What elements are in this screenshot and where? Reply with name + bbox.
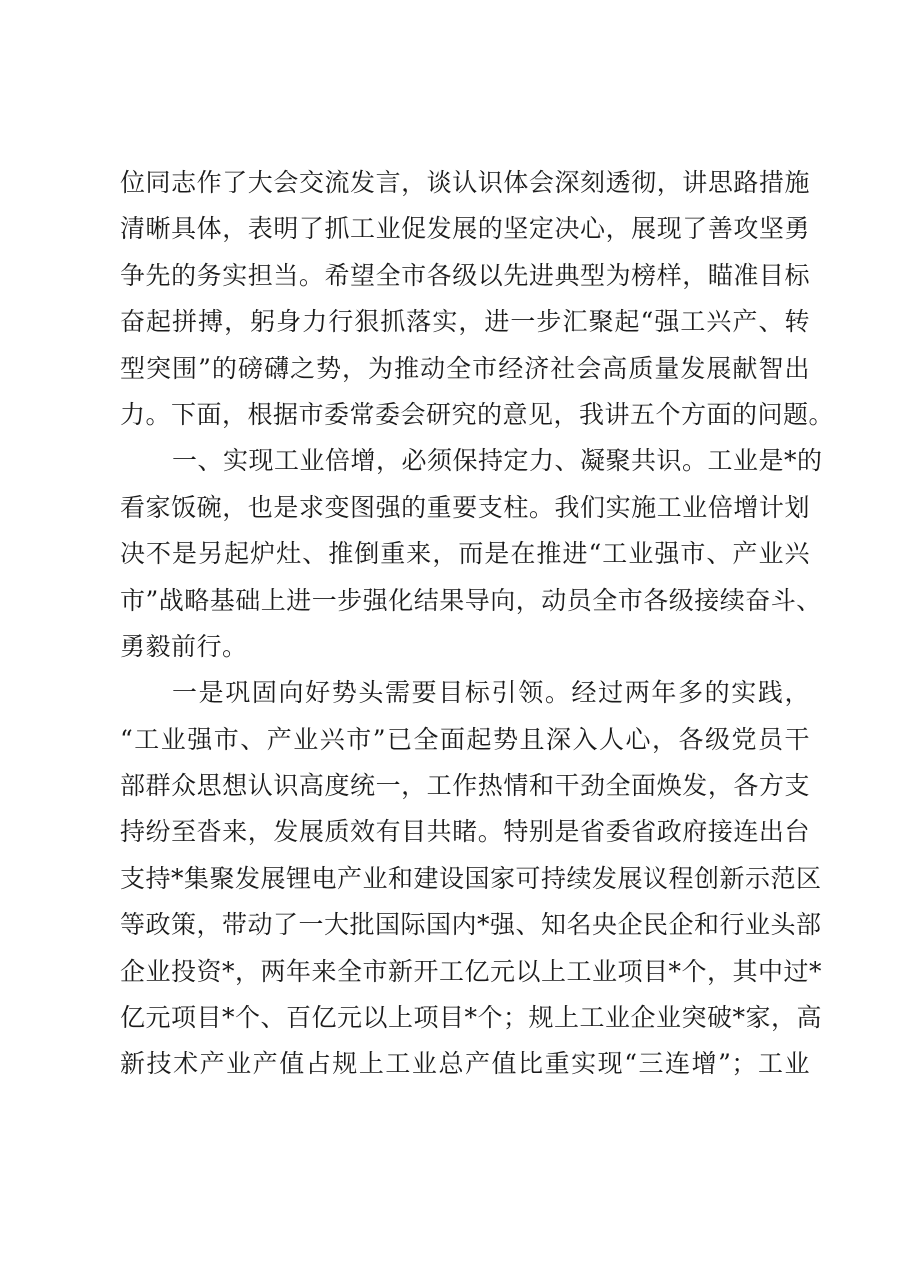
text-line: 力。下面，根据市委常委会研究的意见，我讲五个方面的问题。 <box>120 399 835 429</box>
text-line: 争先的务实担当。希望全市各级以先进典型为榜样，瞄准目标 <box>120 260 810 290</box>
text-line: 市”战略基础上进一步强化结果导向，动员全市各级接续奋斗、 <box>120 585 822 615</box>
text-line: 决不是另起炉灶、推倒重来，而是在推进“工业强市、产业兴 <box>120 539 810 569</box>
text-line: 企业投资*，两年来全市新开工亿元以上工业项目*个，其中过* <box>120 956 823 986</box>
text-line: “工业强市、产业兴市”已全面起势且深入人心，各级党员干 <box>120 724 810 754</box>
text-line: 持纷至沓来，发展质效有目共睹。特别是省委省政府接连出台 <box>120 817 810 847</box>
text-line: 一是巩固向好势头需要目标引领。经过两年多的实践， <box>172 678 810 708</box>
text-line: 一、实现工业倍增，必须保持定力、凝聚共识。工业是*的 <box>172 446 823 476</box>
body-text <box>120 160 835 1088</box>
text-line: 清晰具体，表明了抓工业促发展的坚定决心，展现了善攻坚勇 <box>120 214 810 244</box>
text-line: 勇毅前行。 <box>120 631 248 661</box>
text-line: 等政策，带动了一大批国际国内*强、知名央企民企和行业头部 <box>120 910 822 940</box>
text-line: 新技术产业产值占规上工业总产值比重实现“三连增”；工业 <box>120 1049 810 1079</box>
text-line: 支持*集聚发展锂电产业和建设国家可持续发展议程创新示范区 <box>120 863 822 893</box>
text-line: 位同志作了大会交流发言，谈认识体会深刻透彻，讲思路措施 <box>120 168 810 197</box>
text-line: 亿元项目*个、百亿元以上项目*个；规上工业企业突破*家，高 <box>120 1003 823 1033</box>
text-line: 型突围”的磅礴之势，为推动全市经济社会高质量发展献智出 <box>120 353 810 383</box>
text-line: 奋起拼搏，躬身力行狠抓落实，进一步汇聚起“强工兴产、转 <box>120 307 810 337</box>
text-line: 部群众思想认识高度统一，工作热情和干劲全面焕发，各方支 <box>120 771 810 801</box>
text-line: 看家饭碗，也是求变图强的重要支柱。我们实施工业倍增计划 <box>120 492 810 522</box>
